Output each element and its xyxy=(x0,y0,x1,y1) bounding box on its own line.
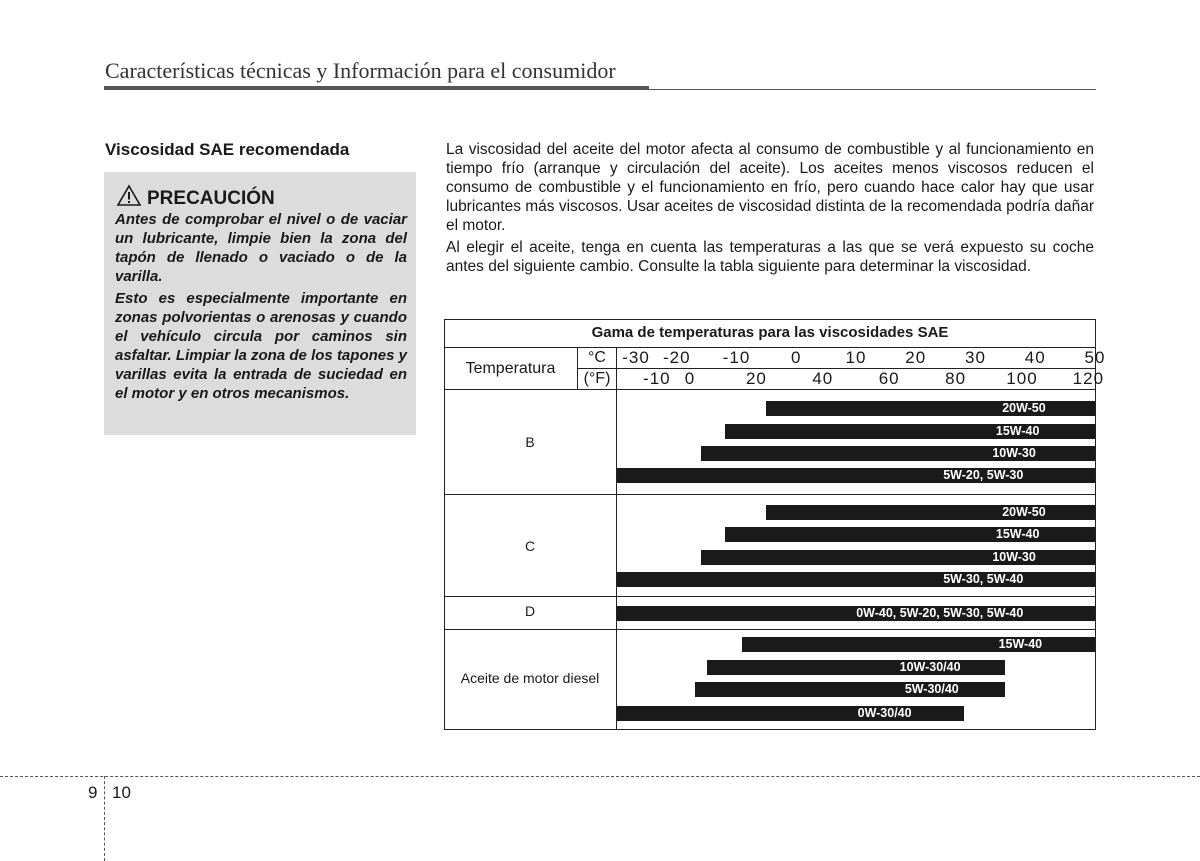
viscosity-bar-label: 5W-30, 5W-40 xyxy=(943,572,1024,586)
section-heading: Viscosidad SAE recomendada xyxy=(105,140,350,159)
viscosity-bar xyxy=(701,550,1095,565)
viscosity-bar xyxy=(617,468,1095,483)
table-divider xyxy=(444,629,1096,630)
viscosity-bar xyxy=(701,446,1095,461)
engine-group-label: B xyxy=(525,434,535,450)
table-divider xyxy=(444,494,1096,495)
page-header-title: Características técnicas y Información para el consumidor xyxy=(105,58,616,83)
celsius-tick-label: 30 xyxy=(965,348,986,367)
celsius-tick-label: 50 xyxy=(1084,348,1106,367)
fahrenheit-tick-label: 0 xyxy=(684,369,696,388)
table-divider xyxy=(444,596,1096,597)
celsius-tick-label: -20 xyxy=(662,348,691,367)
engine-group-label: C xyxy=(524,538,536,554)
unit-celsius-label: °C xyxy=(588,349,606,366)
footer-vertical-rule xyxy=(104,776,105,861)
viscosity-bar-label: 15W-40 xyxy=(995,424,1040,438)
viscosity-bar xyxy=(766,401,1095,416)
body-paragraph: La viscosidad del aceite del motor afecta al consumo de combustible y al funcionamiento en tiempo frío (arranque y circulación del aceite). Los aceites menos viscosos reducen el consumo de combustible y el funcionamiento en frío, pero cuando hace calor hay que usar lubricantes más viscosos. Usar aceites de viscosidad distinta de la recomendada podría dañar el motor. xyxy=(446,141,1094,234)
viscosity-bar-label: 10W-30/40 xyxy=(899,660,961,674)
fahrenheit-tick-label: -10 xyxy=(643,369,671,388)
caution-paragraph: Esto es especialmente importante en zonas polvorientas o arenosas y cuando el vehículo circula por caminos sin asfaltar. Limpiar la zona de los tapones y varillas evita la entrada de suciedad en el motor y en otros mecanismos. xyxy=(115,290,407,402)
celsius-tick-label: 20 xyxy=(905,348,927,367)
viscosity-bar-label: 5W-20, 5W-30 xyxy=(943,468,1024,482)
engine-group-label: Aceite de motor diesel xyxy=(460,670,600,686)
fahrenheit-tick-label: 40 xyxy=(812,369,834,388)
viscosity-bar-label: 0W-30/40 xyxy=(857,706,912,720)
viscosity-bar xyxy=(725,527,1095,542)
viscosity-bar xyxy=(617,572,1095,587)
header-rule xyxy=(104,89,1096,90)
viscosity-bar-label: 5W-30/40 xyxy=(904,682,959,696)
temperature-label: Temperatura xyxy=(465,360,556,377)
fahrenheit-tick-label: 60 xyxy=(878,369,900,388)
fahrenheit-tick-label: 120 xyxy=(1072,369,1105,388)
body-paragraph: Al elegir el aceite, tenga en cuenta las temperaturas a las que se verá expuesto su coche antes del siguiente cambio. Consulte la tabla siguiente para determinar la viscosidad. xyxy=(446,239,1094,275)
viscosity-bar-label: 20W-50 xyxy=(1002,401,1046,415)
viscosity-bar xyxy=(742,637,1095,652)
viscosity-bar-label: 10W-30 xyxy=(992,550,1036,564)
viscosity-bar xyxy=(617,606,1095,621)
celsius-tick-label: -30 xyxy=(622,348,650,367)
engine-group-label: D xyxy=(524,603,536,619)
fahrenheit-tick-label: 80 xyxy=(945,369,967,388)
viscosity-bar-label: 10W-30 xyxy=(992,446,1036,460)
table-divider xyxy=(616,347,617,730)
caution-paragraph: Antes de comprobar el nivel o de vaciar un lubricante, limpie bien la zona del tapón de llenado o vaciado o de la varilla. xyxy=(115,211,407,285)
caution-title-text: PRECAUCIÓN xyxy=(147,187,275,209)
celsius-tick-label: -10 xyxy=(722,348,751,367)
celsius-tick-label: 10 xyxy=(845,348,867,367)
page-number: 10 xyxy=(112,783,131,802)
viscosity-bar xyxy=(725,424,1095,439)
viscosity-bar-label: 15W-40 xyxy=(998,637,1043,651)
viscosity-bar-label: 15W-40 xyxy=(995,527,1040,541)
viscosity-bar xyxy=(695,682,1006,697)
viscosity-bar xyxy=(766,505,1095,520)
table-divider xyxy=(444,389,1096,390)
celsius-tick-label: 0 xyxy=(791,348,802,367)
footer-rule xyxy=(0,776,1200,777)
caution-title xyxy=(116,184,275,213)
viscosity-bar-label: 0W-40, 5W-20, 5W-30, 5W-40 xyxy=(856,606,1024,620)
fahrenheit-tick-label: 20 xyxy=(745,369,767,388)
warning-triangle-icon xyxy=(116,184,147,213)
table-title: Gama de temperaturas para las viscosidades SAE xyxy=(591,324,949,341)
viscosity-bar xyxy=(617,706,964,721)
celsius-tick-label: 40 xyxy=(1024,348,1046,367)
unit-fahrenheit-label: (°F) xyxy=(583,370,611,387)
chapter-number: 9 xyxy=(88,783,98,802)
fahrenheit-tick-label: 100 xyxy=(1006,369,1038,388)
viscosity-bar xyxy=(707,660,1006,675)
viscosity-bar-label: 20W-50 xyxy=(1002,505,1046,519)
